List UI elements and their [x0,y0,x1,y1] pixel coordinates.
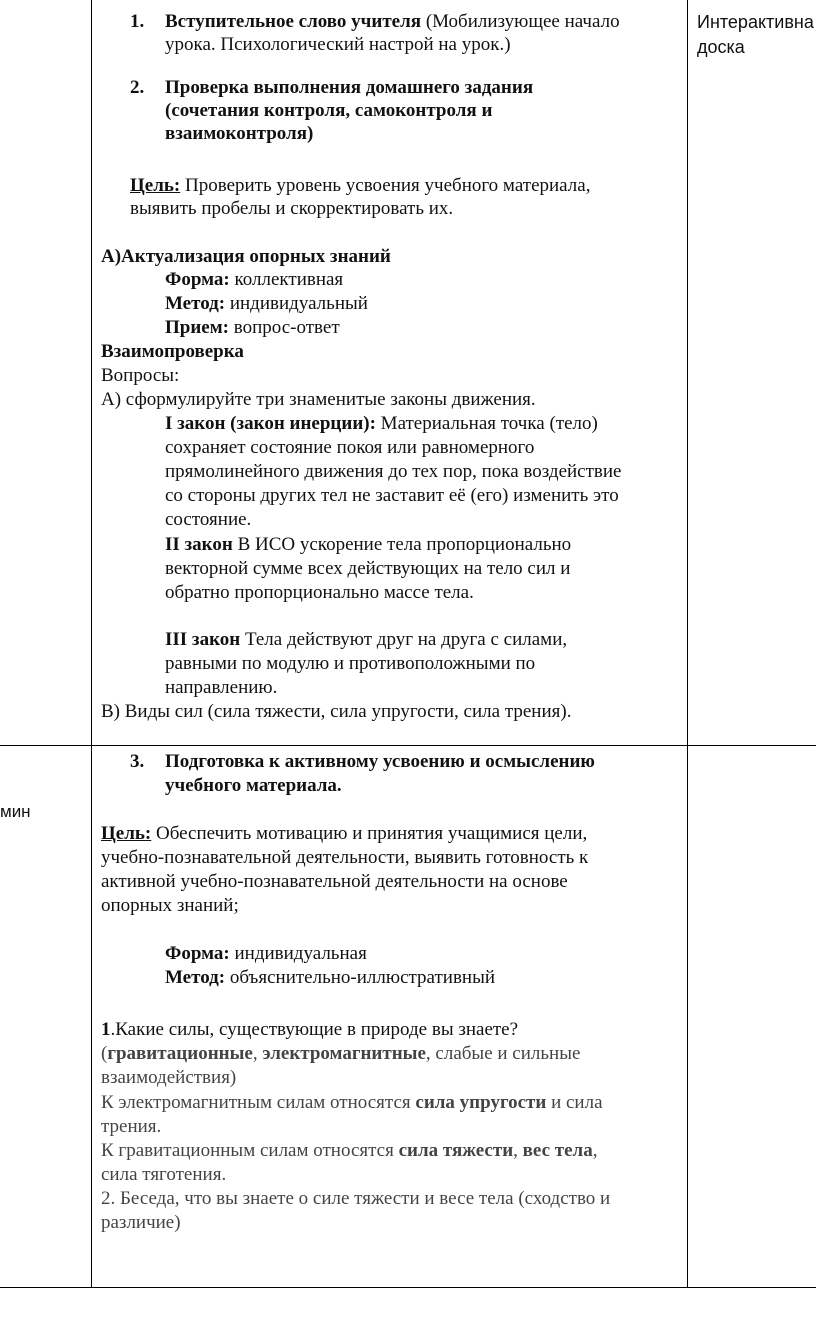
table-row-divider [0,745,816,746]
grav-forces-text-line2: сила тяготения. [101,1164,227,1185]
law-3-text: Тела действуют друг на друга с силами, [240,629,568,650]
conversation-item-line2: различие) [101,1212,181,1233]
table-border-left-col [91,0,92,1288]
item-number: 1. [130,11,145,32]
goal-label: Цель: [101,823,152,844]
separator: , [513,1140,523,1161]
item-1-text-line2: урока. Психологический настрой на урок.) [165,34,511,55]
elastic-force-term: сила упругости [415,1092,547,1113]
goal-text-line2: учебно-познавательной деятельности, выявить готовность к [101,847,589,868]
question-b: В) Виды сил (сила тяжести, сила упругости, сила трения). [101,701,572,722]
gravitational-term: гравитационные [107,1043,253,1064]
goal-text: Обеспечить мотивацию и принятия учащимися цели, [151,823,588,844]
law-1-text-line3: прямолинейного движения до тех пор, пока воздействие [165,461,622,482]
item-3-title-line1: Подготовка к активному усвоению и осмыслению [165,751,595,772]
method-value: объяснительно-иллюстративный [225,967,496,988]
form-label: Форма: [165,269,230,290]
em-forces-text: К электромагнитным силам относятся [101,1092,416,1113]
question-a: А) сформулируйте три знаменитые законы движения. [101,389,536,410]
mutual-check-heading: Взаимопроверка [101,341,244,362]
law-1-text-line4: со стороны других тел не заставит её (его) изменить это [165,485,619,506]
law-2-text-line2: векторной сумме всех действующих на тело сил и [165,558,571,579]
technique-label: Прием: [165,317,229,338]
interactions-text-line2: взаимодействия) [101,1067,237,1088]
law-3-text-line3: направлению. [165,677,278,698]
law-1-label: I закон (закон инерции): [165,413,376,434]
form-value: индивидуальная [229,943,367,964]
resource-line2: доска [697,37,745,57]
item-number: 3. [130,751,145,772]
gravity-force-term: сила тяжести [398,1140,514,1161]
goal-text-line4: опорных знаний; [101,895,239,916]
item-3-title-line2: учебного материала. [165,775,342,796]
questions-label: Вопросы: [101,365,180,386]
em-forces-text-end: и сила [546,1092,603,1113]
goal-text-line3: активной учебно-познавательной деятельности на основе [101,871,568,892]
form-label: Форма: [165,943,230,964]
law-3-text-line2: равными по модулю и противоположными по [165,653,536,674]
body-weight-term: вес тела [522,1140,593,1161]
goal-text: Проверить уровень усвоения учебного материала, [180,175,591,196]
item-2-title-line1: Проверка выполнения домашнего задания [165,77,534,98]
table-bottom-border [0,1287,816,1288]
row2-time-cell: мин [0,802,31,821]
item-1-text: (Мобилизующее начало [421,11,620,32]
interactions-text: , слабые и сильные [425,1043,581,1064]
separator: , [252,1043,263,1064]
law-1-text: Материальная точка (тело) [375,413,598,434]
law-2-text: В ИСО ускорение тела пропорционально [232,534,572,555]
item-number: 2. [130,77,145,98]
law-1-text-line5: состояние. [165,509,252,530]
question-1-text: .Какие силы, существующие в природе вы знаете? [110,1019,519,1040]
item-2-title-line2: (сочетания контроля, самоконтроля и [165,100,493,121]
item-2-title-line3: взаимоконтроля) [165,123,314,144]
conversation-item: 2. Беседа, что вы знаете о силе тяжести и весе тела (сходство и [101,1188,611,1209]
question-1-number: 1 [101,1019,111,1040]
table-border-right-col [687,0,688,1288]
law-3-label: III закон [165,629,241,650]
form-value: коллективная [229,269,344,290]
em-forces-text-line2: трения. [101,1116,162,1137]
paren-open: ( [101,1043,108,1064]
method-value: индивидуальный [225,293,368,314]
grav-forces-text: К гравитационным силам относятся [101,1140,399,1161]
method-label: Метод: [165,293,226,314]
goal-text-line2: выявить пробелы и скорректировать их. [130,198,454,219]
goal-label: Цель: [130,175,181,196]
section-a-heading: А)Актуализация опорных знаний [101,246,391,267]
law-2-label: II закон [165,534,233,555]
item-1-title: Вступительное слово учителя [165,11,422,32]
electromagnetic-term: электромагнитные [262,1043,426,1064]
technique-value: вопрос-ответ [229,317,340,338]
law-2-text-line3: обратно пропорционально массе тела. [165,582,474,603]
resource-line1: Интерактивна [697,12,814,32]
separator: , [592,1140,598,1161]
method-label: Метод: [165,967,226,988]
law-1-text-line2: сохраняет состояние покоя или равномерного [165,437,535,458]
